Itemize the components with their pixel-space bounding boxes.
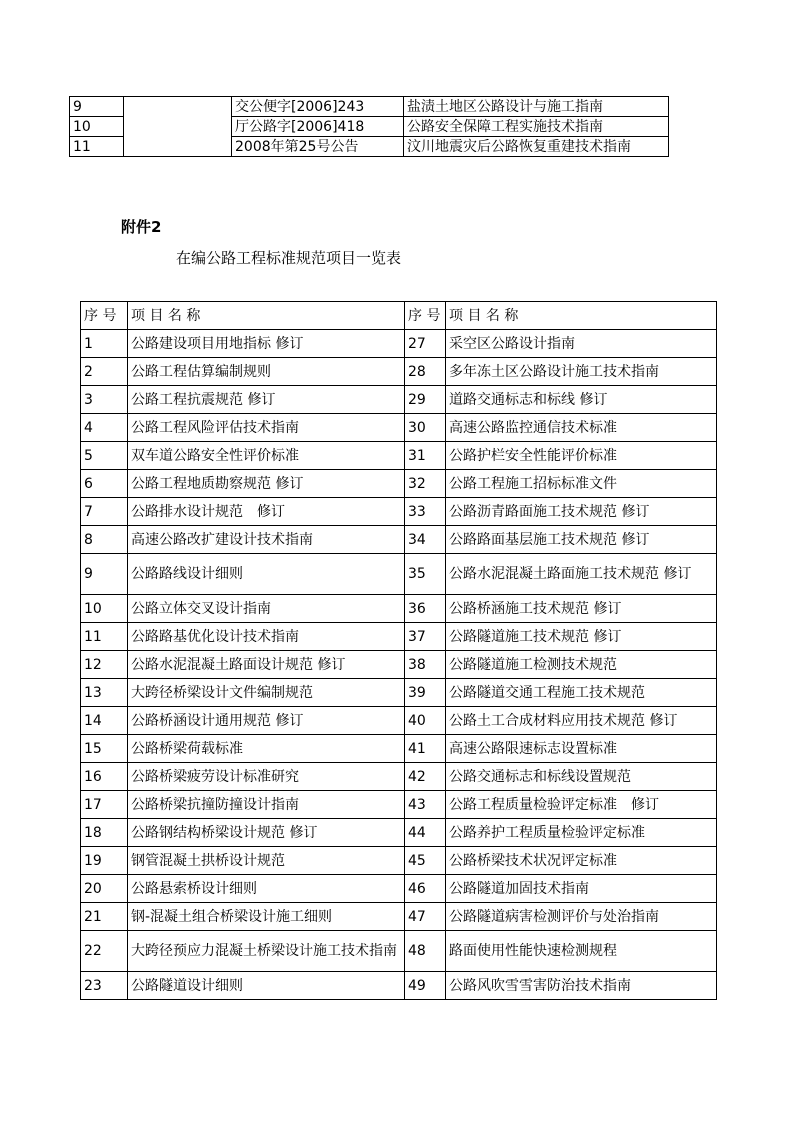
left-row-number: 17 [81, 791, 128, 819]
table-header-row [81, 302, 717, 330]
left-row-number: 1 [81, 330, 128, 358]
right-project-name: 公路养护工程质量检验评定标准 [446, 819, 717, 847]
left-row-number: 10 [81, 595, 128, 623]
left-project-name: 公路排水设计规范 修订 [128, 498, 405, 526]
table-row [81, 679, 717, 707]
table-row [81, 498, 717, 526]
header-name: 项 目 名 称 [446, 302, 717, 330]
left-row-number: 5 [81, 442, 128, 470]
document-name: 公路安全保障工程实施技术指南 [404, 117, 669, 137]
right-row-number: 44 [405, 819, 446, 847]
left-project-name: 公路立体交叉设计指南 [128, 595, 405, 623]
right-project-name: 公路路面基层施工技术规范 修订 [446, 526, 717, 554]
left-project-name: 公路工程抗震规范 修订 [128, 386, 405, 414]
left-project-name: 大跨径预应力混凝土桥梁设计施工技术指南 [128, 931, 405, 972]
left-row-number: 15 [81, 735, 128, 763]
table-row [81, 903, 717, 931]
left-project-name: 公路钢结构桥梁设计规范 修订 [128, 819, 405, 847]
right-project-name: 高速公路限速标志设置标准 [446, 735, 717, 763]
right-row-number: 40 [405, 707, 446, 735]
left-row-number: 11 [81, 623, 128, 651]
table-row [70, 97, 669, 117]
right-project-name: 公路交通标志和标线设置规范 [446, 763, 717, 791]
right-project-name: 公路隧道施工技术规范 修订 [446, 623, 717, 651]
right-row-number: 49 [405, 972, 446, 1000]
table-row [81, 386, 717, 414]
left-project-name: 公路桥涵设计通用规范 修订 [128, 707, 405, 735]
standards-project-table [80, 301, 717, 1000]
left-project-name: 公路路基优化设计技术指南 [128, 623, 405, 651]
right-project-name: 公路水泥混凝土路面施工技术规范 修订 [446, 554, 717, 595]
table-row [81, 931, 717, 972]
right-project-name: 公路工程施工招标标准文件 [446, 470, 717, 498]
right-row-number: 47 [405, 903, 446, 931]
merged-blank-cell [124, 97, 232, 157]
table-row [81, 330, 717, 358]
right-project-name: 公路桥梁技术状况评定标准 [446, 847, 717, 875]
previous-list-table [69, 96, 669, 157]
right-row-number: 39 [405, 679, 446, 707]
left-row-number: 3 [81, 386, 128, 414]
left-project-name: 公路桥梁疲劳设计标准研究 [128, 763, 405, 791]
table-row [81, 791, 717, 819]
table-row [81, 358, 717, 386]
right-row-number: 28 [405, 358, 446, 386]
right-row-number: 48 [405, 931, 446, 972]
left-row-number: 22 [81, 931, 128, 972]
left-project-name: 公路工程估算编制规则 [128, 358, 405, 386]
row-number: 11 [70, 137, 124, 157]
left-row-number: 20 [81, 875, 128, 903]
row-number: 9 [70, 97, 124, 117]
left-project-name: 公路桥梁抗撞防撞设计指南 [128, 791, 405, 819]
right-project-name: 公路桥涵施工技术规范 修订 [446, 595, 717, 623]
left-row-number: 14 [81, 707, 128, 735]
left-row-number: 18 [81, 819, 128, 847]
right-project-name: 公路风吹雪雪害防治技术指南 [446, 972, 717, 1000]
header-number: 序 号 [81, 302, 128, 330]
document-number: 交公便字[2006]243 [232, 97, 404, 117]
row-number: 10 [70, 117, 124, 137]
right-project-name: 多年冻土区公路设计施工技术指南 [446, 358, 717, 386]
right-row-number: 36 [405, 595, 446, 623]
right-row-number: 43 [405, 791, 446, 819]
left-project-name: 公路工程风险评估技术指南 [128, 414, 405, 442]
table-row [81, 414, 717, 442]
table-row [81, 847, 717, 875]
left-row-number: 9 [81, 554, 128, 595]
right-row-number: 45 [405, 847, 446, 875]
right-row-number: 41 [405, 735, 446, 763]
left-row-number: 19 [81, 847, 128, 875]
left-row-number: 7 [81, 498, 128, 526]
right-project-name: 公路护栏安全性能评价标准 [446, 442, 717, 470]
right-row-number: 35 [405, 554, 446, 595]
right-project-name: 公路隧道施工检测技术规范 [446, 651, 717, 679]
left-project-name: 双车道公路安全性评价标准 [128, 442, 405, 470]
left-project-name: 公路桥梁荷载标准 [128, 735, 405, 763]
right-project-name: 采空区公路设计指南 [446, 330, 717, 358]
left-project-name: 公路悬索桥设计细则 [128, 875, 405, 903]
table-row [81, 595, 717, 623]
left-project-name: 高速公路改扩建设计技术指南 [128, 526, 405, 554]
left-project-name: 钢-混凝土组合桥梁设计施工细则 [128, 903, 405, 931]
right-project-name: 路面使用性能快速检测规程 [446, 931, 717, 972]
right-row-number: 30 [405, 414, 446, 442]
table-row [81, 554, 717, 595]
right-row-number: 37 [405, 623, 446, 651]
right-row-number: 27 [405, 330, 446, 358]
table-row [81, 707, 717, 735]
right-project-name: 公路隧道交通工程施工技术规范 [446, 679, 717, 707]
table-row [81, 875, 717, 903]
left-row-number: 2 [81, 358, 128, 386]
document-number: 2008年第25号公告 [232, 137, 404, 157]
left-project-name: 钢管混凝土拱桥设计规范 [128, 847, 405, 875]
table-row [81, 819, 717, 847]
table-row [81, 623, 717, 651]
left-project-name: 公路水泥混凝土路面设计规范 修订 [128, 651, 405, 679]
table-row [81, 651, 717, 679]
left-project-name: 大跨径桥梁设计文件编制规范 [128, 679, 405, 707]
table-row [81, 763, 717, 791]
document-number: 厅公路字[2006]418 [232, 117, 404, 137]
left-project-name: 公路工程地质勘察规范 修订 [128, 470, 405, 498]
header-number: 序 号 [405, 302, 446, 330]
right-row-number: 32 [405, 470, 446, 498]
left-row-number: 13 [81, 679, 128, 707]
right-row-number: 46 [405, 875, 446, 903]
right-row-number: 38 [405, 651, 446, 679]
left-row-number: 23 [81, 972, 128, 1000]
left-row-number: 12 [81, 651, 128, 679]
right-row-number: 42 [405, 763, 446, 791]
right-project-name: 公路土工合成材料应用技术规范 修订 [446, 707, 717, 735]
right-project-name: 高速公路监控通信技术标准 [446, 414, 717, 442]
right-project-name: 公路工程质量检验评定标准 修订 [446, 791, 717, 819]
list-title: 在编公路工程标准规范项目一览表 [176, 249, 402, 267]
right-project-name: 公路沥青路面施工技术规范 修订 [446, 498, 717, 526]
attachment-label: 附件2 [121, 218, 162, 236]
left-row-number: 4 [81, 414, 128, 442]
table-row [81, 470, 717, 498]
table-row [81, 735, 717, 763]
table-row [81, 526, 717, 554]
table-row [81, 972, 717, 1000]
right-project-name: 公路隧道病害检测评价与处治指南 [446, 903, 717, 931]
left-project-name: 公路建设项目用地指标 修订 [128, 330, 405, 358]
left-project-name: 公路隧道设计细则 [128, 972, 405, 1000]
left-row-number: 21 [81, 903, 128, 931]
right-row-number: 31 [405, 442, 446, 470]
left-row-number: 8 [81, 526, 128, 554]
right-row-number: 33 [405, 498, 446, 526]
document-name: 盐渍土地区公路设计与施工指南 [404, 97, 669, 117]
right-project-name: 公路隧道加固技术指南 [446, 875, 717, 903]
right-row-number: 29 [405, 386, 446, 414]
table-row [81, 442, 717, 470]
left-project-name: 公路路线设计细则 [128, 554, 405, 595]
document-name: 汶川地震灾后公路恢复重建技术指南 [404, 137, 669, 157]
header-name: 项 目 名 称 [128, 302, 405, 330]
right-project-name: 道路交通标志和标线 修订 [446, 386, 717, 414]
left-row-number: 6 [81, 470, 128, 498]
right-row-number: 34 [405, 526, 446, 554]
left-row-number: 16 [81, 763, 128, 791]
